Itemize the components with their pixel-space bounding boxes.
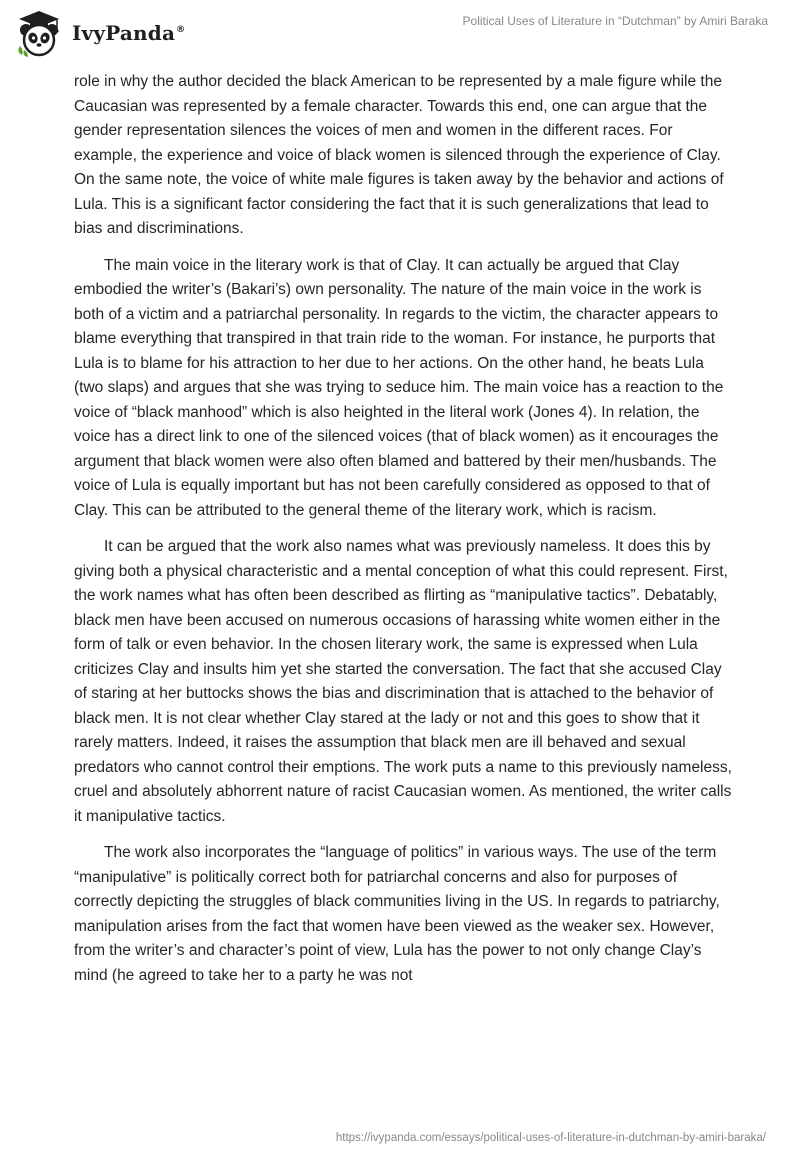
essay-body [74, 70, 734, 1000]
ivypanda-logo[interactable] [14, 8, 185, 58]
registered-mark: ® [176, 25, 186, 36]
brand-name [72, 21, 185, 45]
source-url-link[interactable]: https://ivypanda.com/essays/political-uses-of-literature-in-dutchman-by-amiri-baraka/ [335, 1132, 766, 1144]
brand-name-text: IvyPanda [72, 21, 176, 45]
paragraph-1: role in why the author decided the black American to be represented by a male figure while the Caucasian was represented by a female character. Towards this end, one can argue that the gender representation silences the voices of men and women in the different races. For example, the experience and voice of black women is silenced through the experience of Clay. On the same note, the voice of white male figures is taken away by the behavior and actions of Lula. This is a significant factor considering the fact that it is such generalizations that lead to bias and discriminations. [74, 73, 724, 237]
document-title: Political Uses of Literature in “Dutchman” by Amiri Baraka [462, 14, 768, 28]
paragraph-3: It can be argued that the work also names what was previously nameless. It does this by giving both a physical characteristic and a mental conception of what this could represent. First, the work names what has often been described as flirting as “manipulative tactics”. Debatably, black men have been accused on numerous occasions of harassing white women either in the form of talk or even behavior. In the chosen literary work, the same is expressed when Lula criticizes Clay and insults him yet she started the conversation. The fact that she accused Clay of staring at her buttocks shows the bias and discrimination that is attached to the behavior of black men. It is not clear whether Clay stared at the lady or not and this goes to show that it rarely matters. Indeed, it raises the assumption that black men are ill behaved and sexual predators who cannot control their emptions. The work puts a name to this previously nameless, cruel and absolutely abhorrent nature of racist Caucasian women. As mentioned, the writer calls it manipulative tactics. [74, 538, 732, 825]
panda-logo-icon [14, 8, 64, 58]
paragraph-4: The work also incorporates the “language of politics” in various ways. The use of the term “manipulative” is politically correct both for patriarchal concerns and also for purposes of correctly depicting the struggles of black communities living in the US. In regards to patriarchy, manipulation arises from the fact that women have been viewed as the weaker sex. However, from the writer’s and character’s point of view, Lula has the power to not only change Clay’s mind (he agreed to take her to a party he was not [74, 844, 720, 984]
page-header [0, 0, 800, 70]
paragraph-2: The main voice in the literary work is that of Clay. It can actually be argued that Clay embodied the writer’s (Bakari’s) own personality. The nature of the main voice in the work is both of a victim and a patriarchal personality. In regards to the victim, the character appears to blame everything that transpired in that train ride to the woman. For instance, he purports that Lula is to blame for his attraction to her due to her actions. On the other hand, he beats Lula (two slaps) and argues that she was trying to seduce him. The main voice has a reaction to the voice of “black manhood” which is also heighted in the literal work (Jones 4). In relation, the voice has a direct link to one of the silenced voices (that of black women) as it encourages the argument that black women were also often blamed and battered by their men/husbands. The voice of Lula is equally important but has not been carefully considered as opposed to that of Clay. This can be attributed to the general theme of the literary work, which is racism. [74, 256, 724, 519]
